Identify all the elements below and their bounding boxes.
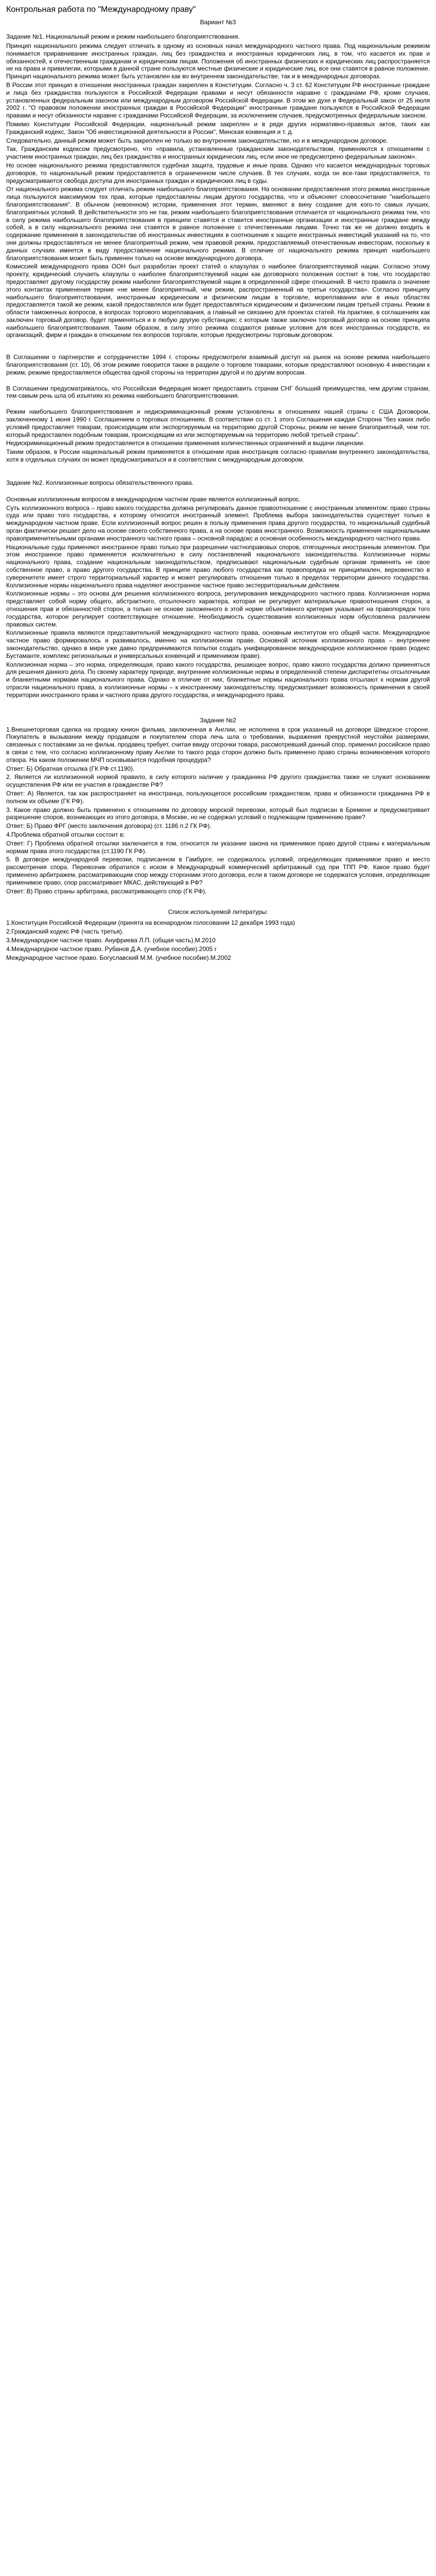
task1-paragraph: Недискриминационный режим предоставляется в отношении применения количественных ограничений и выдачи лицензии.	[6, 439, 365, 447]
task2-paragraph: Основным коллизионным вопросом в международном частном праве является коллизионный вопрос.	[6, 495, 301, 503]
literature-item: Международное частное право. Богуславский М.М. (учебное пособие).М.2002	[6, 954, 231, 962]
task3-section	[6, 717, 430, 895]
task2-paragraph: Национальные суды применяют иностранное право только при разрешении частноправовых споров, отягощенных иностранным элементом. При этом иностранное право применяется исключительно в силу постановлений национального законодательства. Коллизионные нормы национального права, создание национальным законодательством, предписывают национальным судебным органам применять не свое собственное право, а право другого государства. В принципе право любого государства как правопорядка не принципиален, верховенство в суверенитете имеет строго территориальный характер и может регулировать отношения только в пределах территории данного государства. Коллизионные нормы национального права наделяют иностранное частное право экстерриториальным действием.	[6, 543, 430, 589]
literature-item: 4.Международное частное право. Рубанов Д.А. (учебное пособие).2005 г	[6, 945, 217, 953]
task2-paragraph: Суть коллизионного вопроса – право какого государства должна регулировать данное правоотношение с иностранным элементом: право страны суда или право того государства, к которому относится иностранный элемент. Проблема выбора законодательства существует только в международном частном праве. Если коллизионный вопрос решен в пользу применения права другого государства, то национальный судебный орган фактически решает дело на основе своего собственного права, а на основе права иностранного. Возможность применения национальными правоприменительными органами иностранного частного права – основной парадокс и основная особенность международного частного права.	[6, 504, 430, 542]
literature-item: 3.Международное частное право. Ануфриева Л.П. (общая часть).М.2010	[6, 937, 216, 944]
task1-paragraph: Так, Гражданским кодексом предусмотрено, что «правила, установленные гражданским законодательством, применяются к отношениям с участием иностранных граждан, лиц без гражданства и иностранных юридических лиц, если иное не предусмотрено федеральным законом».	[6, 145, 430, 161]
task2-paragraph: Коллизионные нормы – это основа для решения коллизионного вопроса, регулирования международного частного права. Коллизионная норма представляет собой норму общего, абстрактного, отсылочного характера, которая не регулирует материальные правоотношения сторон, а отношения прав и обязанностей сторон, а только не основе заложенного в этой норме объективного критерия указывает на правопорядок того государства, которое регулирует соответствующее отношение. Необходимость существования коллизионных норм обусловлена различием правовых систем.	[6, 590, 430, 628]
task1-paragraph: Комиссией международного права ООН был разработан проект статей о клаузулах о наиболее благоприятствуемой нации. Согласно этому проекту, юридический случаеть клаузулы о наиболее благоприятствуемой нации как договорного положения состоит в том, что государство предоставляет другому государству режим наиболее благоприятствуемой нации в определенной сфере отношений. В чисто правила о значение этого контактах применения терние «не менее благоприятный, чем режим, распространенный на третьи государства». Согласно принципу наибольшего благоприятствования, иностранным юридическим и физическим лицам в торговле, мореплавании или в иных областях предоставляется такой же режим, какой предоставлялся или будет предоставляться юридическим и физическим лицам третьей страны. Режим в области таможенных вопросов, в вопросах торгового мореплавания, а главный не связанно для проектах статей. На практике, в соглашениях как заключен торговый договор, будет применяться и в любую другую субстанцию; с которым также заключен торговый договор на основе принципа наибольшего благоприятствования. Таким образом, в силу этого режима создаются равные условия для всех иностранных государств, их организаций, фирм и граждан в отношении тех вопросов торговли, которые предусмотрены торговым договором.	[6, 263, 430, 339]
literature-section	[6, 908, 430, 962]
task1-paragraph: Следовательно, данный режим может быть закреплен не только во внутреннем законодательстве, но и в международном договоре.	[6, 137, 388, 144]
task3-answer: Ответ: Г) Проблема обратной отсылки заключается в том, относится ли указание закона на применимое право другой страны к материальным нормам права этого государства (ст.1190 ГК РФ).	[6, 839, 430, 855]
task3-heading: Задание №2	[200, 716, 236, 724]
task1-paragraph: От национального режима следует отличать режим наибольшего благоприятствования. На основании предоставления этого режима иностранные лица пользуются максимумом тех прав, которые предоставлены лицам другого государства, что и объясняет словосочетание "наибольшего благоприятствования". В обычном (невоенном) истории, применения этот термин, вменяют в вину создание для кого-то самых лучших, благоприятных условий. В действительности это не так, режим наибольшего благоприятствования отличается от национального режима тем, что в силу режима наибольшего благоприятствования в принципе ставятся и ставится иностранные организации и иностранные граждане между собой, а в силу национального режима они ставятся в равное положение с отечественными лицами. Точно так же не должно входить в содержание применения в законодательстве об иностранных инвестициях в соотношение к защите иностранных инвестиций указаний на то, что они должны предоставляться не менее благоприятный режим, чем правовой режим, предоставляемый отечественным инвесторам, поскольку в данных случаях имеется в виду предоставление национального режима. В отличие от национального режима принцип наибольшего благоприятствования может быть применен только на основе международного договора.	[6, 185, 430, 262]
task3-question: 1.Внешнеторговая сделка на продажу юнион фильма, заключенная в Англии, не исполнена в срок указанный на договоре Шведское стороне. Покупатель в вызывании между продавцом и покупателем спора лечь шла о требовании, выражения прекрустной неустойки размерами, связанных с поставками за не фильм, продавец требует, считая ввиду отсрочки товара, рассмотревший данный спор, применил российское право в связи с тем, что согласно коллизионному праву Англии то такого рода сторон должно быть применено право страны возникновения которого отвора. На каком положении МЧП основывается подобная процедура?	[6, 725, 430, 764]
task3-question: 2. Является ли коллизионной нормой правило, в силу которого наличие у гражданина РФ другого гражданства также не служит основанием осуществления РФ или ее участия в гражданстве РФ?	[6, 773, 430, 789]
task3-answer: Ответ: Б) Обратная отсылка (ГК РФ ст.1190).	[6, 765, 135, 772]
literature-item: 2.Гражданский кодекс РФ (часть третья).	[6, 928, 124, 936]
spacer	[6, 401, 430, 408]
spacer	[6, 378, 430, 385]
document-title: Контрольная работа по "Международному праву"	[6, 5, 196, 14]
task1-paragraph: В Соглашении предусматривалось, что Российская Федерация может предоставить странам СНГ больший преимущества, чем другим странам, тем самым речь шла об изъятиях из режима наибольшего благоприятствования.	[6, 384, 430, 400]
task3-answer: Ответ: Б) Право ФРГ (место заключения договора) (ст. 1186 п.2 ГК РФ).	[6, 822, 212, 830]
task3-answer: Ответ: А) Является, так как распространяет на иностранца, пользующегося российским гражданством, права и обязанности гражданина РФ в полном их объеме (ГК РФ).	[6, 789, 430, 805]
task3-question: 4.Проблема обратной отсылки состоит в:	[6, 831, 125, 838]
task3-question: 3. Какое право должно быть применено к отношениям по договору морской перевозки, который был подписан в Бремене и предусматривает разрешение споров, возникающих из этого договора, в Москве, но не содержал условий о подлежащем применению праве?	[6, 806, 430, 821]
literature-item: 1.Конституция Российской Федерации (принята на всенародном голосовании 12 декабря 1993 года)	[6, 919, 295, 927]
spacer	[6, 340, 430, 353]
task1-paragraph: В Соглашении о партнерстве и сотрудничестве 1994 г. стороны предусмотрели взаимный доступ на рынок на основе режима наибольшего благоприятствования (ст. 10), 06 этом режиме говорится также в разделе о торговле товарами, которые предоставляют основную 4 инвестиции к режим, режиме предоставляется общества одной стороны на территории другой и по другим вопросам.	[6, 353, 430, 376]
task1-paragraph: Режим наибольшего благоприятствования и недискриминационный режим установлены в отношениях нашей страны с США Договором, заключенному 1 июня 1990 г. Соглашением о торговых отношениях. В соответствии со ст. 1 этого Соглашения каждая Сторона "без каких либо условий предоставляет товарам, происходящим или экспортируемым на территорию другой Стороны, режим не менее благоприятный, чем тот, который предоставлен подобным товарам, происходящим из или экспортируемым на территорию любой третьей страны".	[6, 408, 430, 438]
task1-paragraph: Таким образом, в России национальный режим применяется в отношении прав иностранцев согласно правилам внутреннего законодательства, хотя в отдельных случаях он может предусматриваться и в соответствии с международным договором.	[6, 448, 430, 464]
literature-heading: Список используемой литературы:	[168, 908, 268, 916]
task1-paragraph: Но основе национального режима предоставляются судебная защита, трудовые и иные права. Однако что касается международных торговых договоров, то национальный режим предоставляется в ограниченном числе случаев. В тех случаях, когда он все-таки предоставляется, то предусматривается свобода доступа для иностранных граждан и юридических лиц в суды.	[6, 161, 430, 184]
spacer	[6, 488, 430, 496]
task2-paragraph: Коллизионная норма – это норма, определяющая, право какого государства, решающее вопрос, право какого государства должно применяться для решения данного дела. По своему характеру природе, внутренние коллизионные нормы в определенной степени диспаритетны отсылочными и бланкетными нормами национального права. Однако в отличие от них, бланкетные нормы национального права отсылают к нормам другой отрасли национального права, а коллизионные нормы – к иностранному законодательству, предусматривает возможность применения в своей территории иностранного права и частного права другого государства, и международного права.	[6, 660, 430, 699]
task1-paragraph: Помимо Конституции Российской Федерации, национальный режим закреплен и в ряде других нормативно-правовых актов, таких как Гражданский кодекс, Закон "Об инвестиционной деятельности в России", Минская конвенция и т. д.	[6, 120, 430, 135]
task2-heading: Задание №2. Коллизионные вопросы обязательственного права.	[6, 479, 194, 486]
task2-section	[6, 479, 430, 699]
task1-paragraph: Принцип национального режима следует отличать в одному из основных начал международного частного права. Под национальным режимом понимается приравнивание иностранных граждан, лиц без гражданства и иностранных юридических лиц, в том, что касается их прав и обязанностей, к отечественным гражданам и юридическим лицам. Положения об иностранных физических и юридических лиц распространяется не на права и привилегии, которыми в данной стране пользуются местные физические и юридические лиц, все они ставятся в равное положение. Принцип национального режима может быть установлен как во внутреннем законодательстве, так и в международных договорах.	[6, 42, 430, 80]
task3-answer: Ответ: В) Право страны арбитража, рассматривающего спор (ГК РФ).	[6, 887, 207, 895]
task1-heading: Задание №1. Национальный режим и режим наибольшего благоприятствования.	[6, 33, 240, 40]
variant-label: Вариант №3	[200, 19, 236, 26]
task1-section	[6, 33, 430, 464]
task1-paragraph: В России этот принцип в отношении иностранных граждан закреплен в Конституции. Согласно ч. 3 ст. 62 Конституции РФ иностранные граждане и лица без гражданства пользуются в Российской Федерации правами и несут обязанности наравне с гражданами РФ, кроме случаев, установленных федеральным законом или международным договором Российской Федерации. В этом же духе и Федеральный закон от 25 июля 2002 г. "О правовом положении иностранных граждан в Российской Федерации" иностранные граждане пользуются в Российской Федерации правами и несут обязанности наравне с гражданами Российской Федерации, за исключением случаев, предусмотренных федеральным законом.	[6, 81, 430, 120]
document-page	[0, 0, 436, 973]
task3-question: 5. В договоре международной перевозки, подписанном в Гамбурге, не содержалось условий, определяющих применимое право и место рассмотрения спора. Перевозчик обратился с иском в Международный коммерческий арбитражный суд при ТПП РФ. Какое право будет применено арбитражем, рассматривающим спор между сторонами этого договора, если в таком договоре не содержатся условия, определяющие применимое право, спор рассматривает МКАС, действующий в РФ?	[6, 856, 430, 886]
task2-paragraph: Коллизионные правила являются представительной международного частного права, основным институтом его общей части. Международное частное право формировалось и развивалось, именно на коллизионном праве. Основной источник коллизионного права – внутреннее законодательство, однако в мире уже давно предпринимаются попытки создать унифицированное международное коллизионное право (кодекс Бустаманте, комплекс региональных и универсальных конвенций и применимом праве).	[6, 629, 430, 659]
